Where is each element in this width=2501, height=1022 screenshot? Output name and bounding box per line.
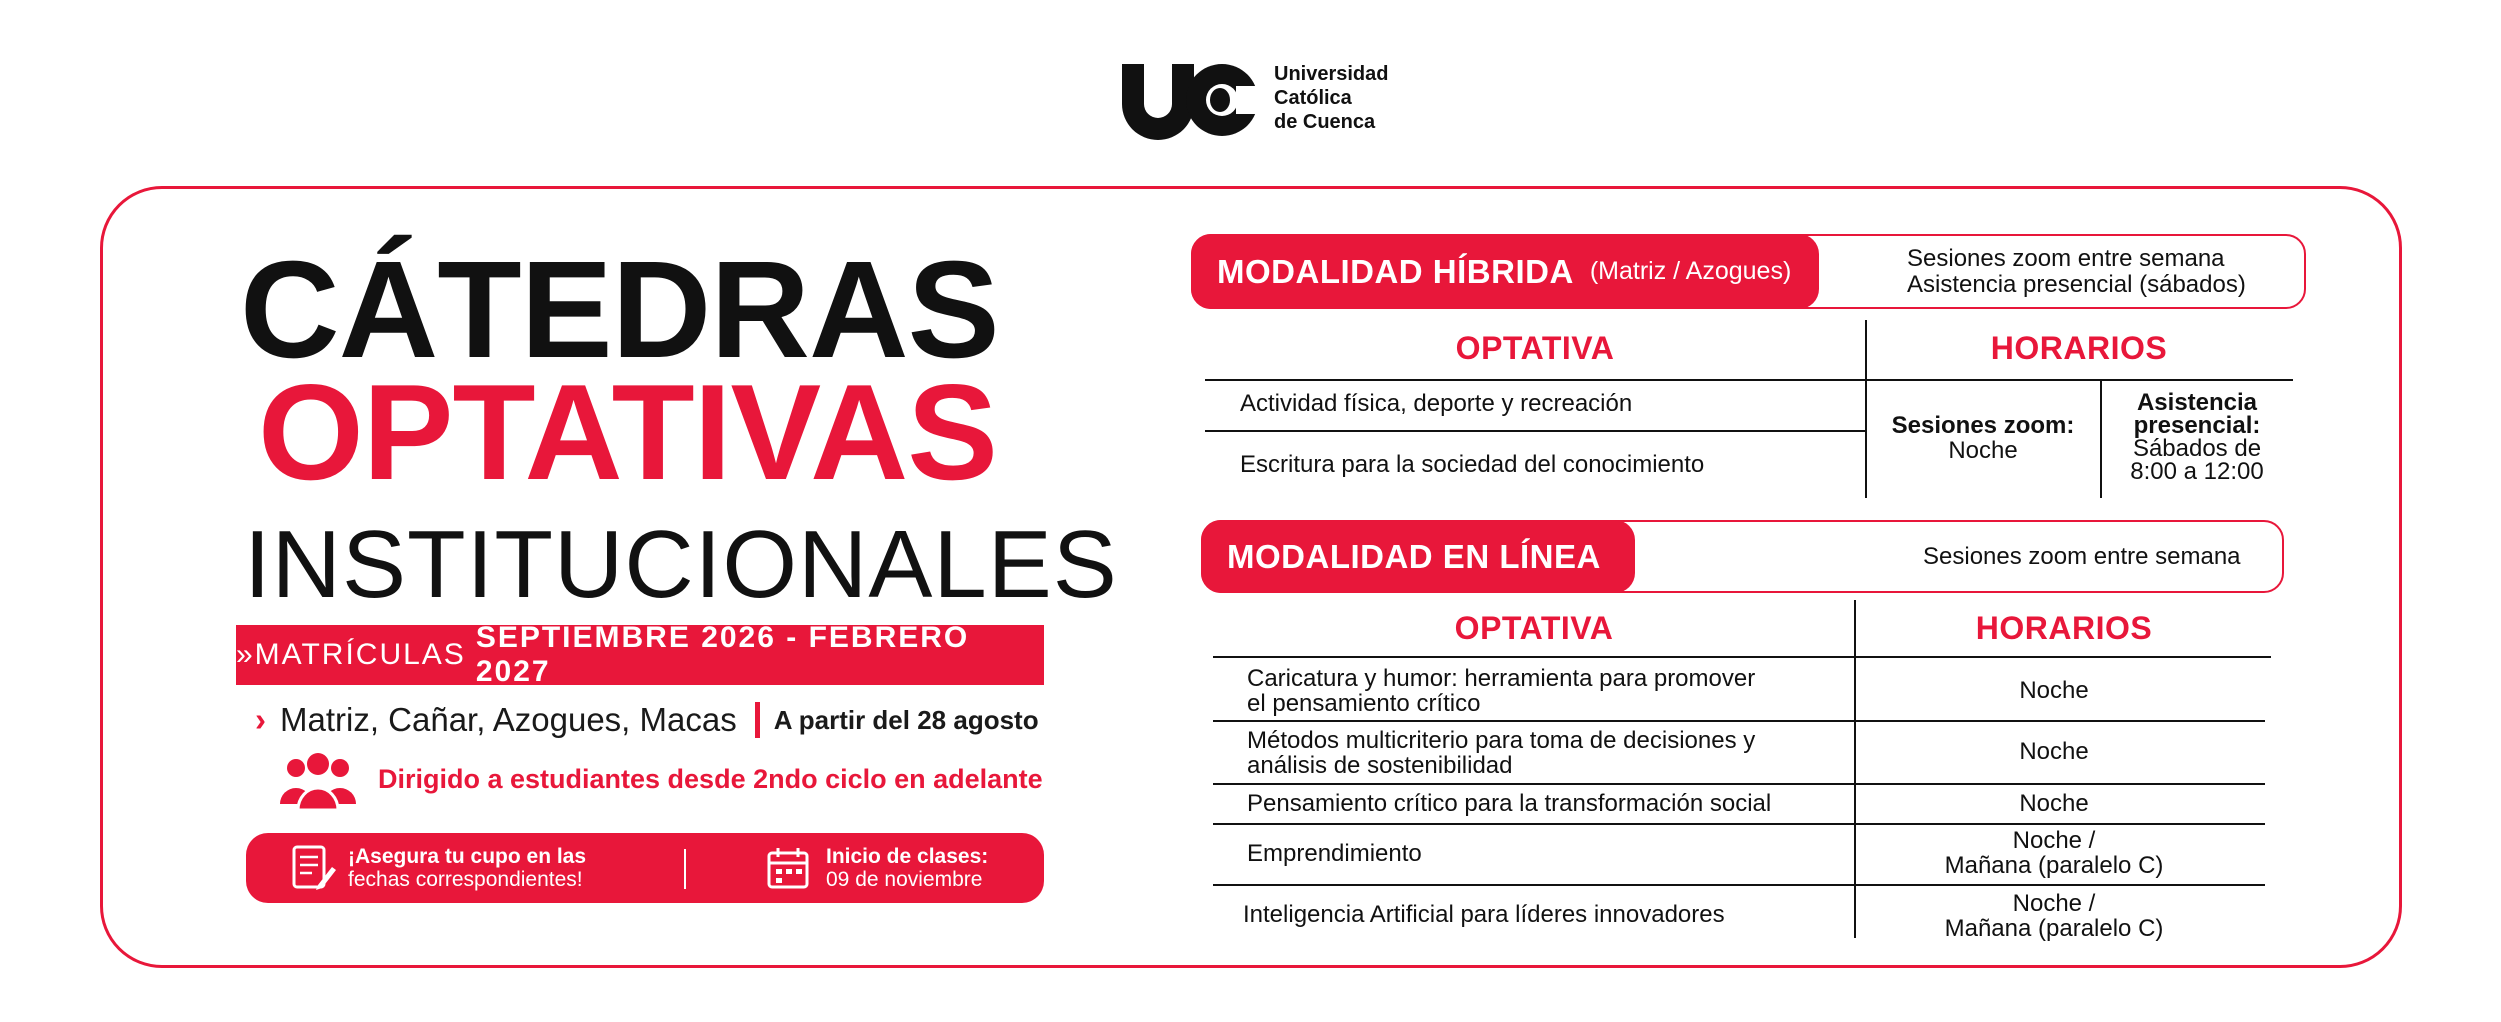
university-logo (1118, 56, 1418, 140)
pill-left-line-2: fechas correspondientes! (348, 868, 583, 891)
online-row-1-line-1: Caricatura y humor: herramienta para promover (1247, 665, 1756, 692)
pill-right-line-1: Inicio de clases: (826, 845, 989, 868)
online-modality-tag (1201, 520, 1635, 593)
hybrid-zoom-value: Noche (1948, 437, 2018, 464)
hybrid-row-1: Actividad física, deporte y recreación (1240, 390, 1633, 417)
hybrid-modality-label: MODALIDAD HÍBRIDA (1217, 252, 1574, 290)
logo-line-3: de Cuenca (1274, 111, 1376, 133)
hybrid-divider-vertical (1865, 320, 1867, 498)
title-line-3: INSTITUCIONALES (244, 511, 1118, 618)
people-icon (278, 752, 358, 812)
hybrid-presencial-schedule (2102, 391, 2292, 483)
title-line-1: CÁTEDRAS (240, 233, 999, 387)
online-row-rule-3 (1213, 823, 2265, 825)
hybrid-modality-notes (1907, 246, 2246, 298)
enrollment-prefix: »MATRÍCULAS (236, 638, 466, 671)
online-row-4-schedule (1856, 828, 2252, 878)
chevron-right-icon: › (255, 701, 266, 738)
enrollment-period: SEPTIEMBRE 2026 - FEBRERO 2027 (475, 621, 970, 688)
online-row-4-course: Emprendimiento (1247, 840, 1422, 867)
online-row-5-schedule-1: Noche / (2012, 890, 2096, 917)
title-line-2: OPTATIVAS (258, 356, 997, 508)
logo-line-2: Católica (1274, 87, 1352, 109)
online-row-rule-2 (1213, 783, 2265, 785)
audience-text: Dirigido a estudiantes desde 2ndo ciclo en adelante (378, 764, 1043, 794)
online-row-1-course (1247, 666, 1755, 716)
online-modality-label: MODALIDAD EN LÍNEA (1227, 537, 1601, 575)
online-modality-header (1201, 520, 2284, 593)
pill-divider (684, 849, 686, 889)
online-modality-note: Sesiones zoom entre semana (1923, 543, 2241, 570)
online-row-rule-1 (1213, 720, 2265, 722)
online-row-2-line-1: Métodos multicriterio para toma de decisiones y (1247, 727, 1756, 754)
online-row-3-course: Pensamiento crítico para la transformación social (1247, 790, 1772, 817)
hybrid-row-2: Escritura para la sociedad del conocimiento (1240, 451, 1705, 478)
pill-right-text (826, 845, 988, 891)
hybrid-presencial-value-1: Sábados de (2132, 435, 2262, 462)
online-col-horarios: HORARIOS (1975, 610, 2153, 646)
online-row-1-line-2: el pensamiento crítico (1247, 690, 1481, 717)
pill-right-line-2: 09 de noviembre (826, 868, 983, 891)
hybrid-modality-sublabel: (Matriz / Azogues) (1589, 257, 1792, 285)
campus-list: Matriz, Cañar, Azogues, Macas (280, 701, 737, 738)
online-row-1-schedule: Noche (2019, 677, 2089, 704)
enrollment-band (236, 621, 1044, 688)
logo-line-1: Universidad (1274, 63, 1389, 85)
online-row-3-schedule: Noche (2019, 790, 2089, 817)
online-row-rule-4 (1213, 884, 2265, 886)
start-date: A partir del 28 agosto (773, 704, 1039, 735)
hybrid-col-horarios: HORARIOS (1990, 330, 2168, 366)
online-row-5-schedule-2: Mañana (paralelo C) (1944, 915, 2164, 942)
online-row-2-course (1247, 728, 1755, 778)
online-row-2-schedule: Noche (2019, 738, 2089, 765)
campus-line (255, 695, 1055, 745)
online-row-2-line-2: análisis de sostenibilidad (1247, 752, 1513, 779)
hybrid-modality-tag (1191, 234, 1819, 309)
online-row-5-schedule (1856, 891, 2252, 941)
calendar-icon (766, 845, 810, 891)
online-divider-vertical (1854, 600, 1856, 938)
online-row-4-schedule-1: Noche / (2012, 827, 2096, 854)
hybrid-note-1: Sesiones zoom entre semana (1907, 245, 2225, 272)
pill-left-line-1: ¡Asegura tu cupo en las (348, 845, 587, 868)
divider (755, 702, 760, 738)
online-col-optativa: OPTATIVA (1454, 610, 1614, 646)
uc-logo-icon (1118, 56, 1268, 140)
online-row-5-course: Inteligencia Artificial para líderes innovadores (1243, 901, 1725, 928)
online-row-4-schedule-2: Mañana (paralelo C) (1944, 852, 2164, 879)
hybrid-presencial-value-2: 8:00 a 12:00 (2130, 458, 2264, 485)
form-pen-icon (288, 843, 338, 893)
hybrid-zoom-label: Sesiones zoom: (1891, 412, 2075, 439)
hybrid-presencial-label-1: Asistencia (2136, 389, 2258, 416)
info-pill (246, 833, 1044, 903)
online-header-rule (1213, 656, 2271, 658)
hybrid-modality-header (1191, 234, 2306, 309)
hybrid-header-rule (1205, 379, 2293, 381)
hybrid-col-optativa: OPTATIVA (1455, 330, 1615, 366)
hybrid-zoom-schedule (1868, 413, 2098, 463)
logo-wordmark (1274, 62, 1388, 134)
hybrid-note-2: Asistencia presencial (sábados) (1907, 271, 2246, 298)
pill-left-text (348, 845, 586, 891)
hybrid-row-rule (1205, 430, 1865, 432)
hybrid-presencial-label-2: presencial: (2133, 412, 2261, 439)
